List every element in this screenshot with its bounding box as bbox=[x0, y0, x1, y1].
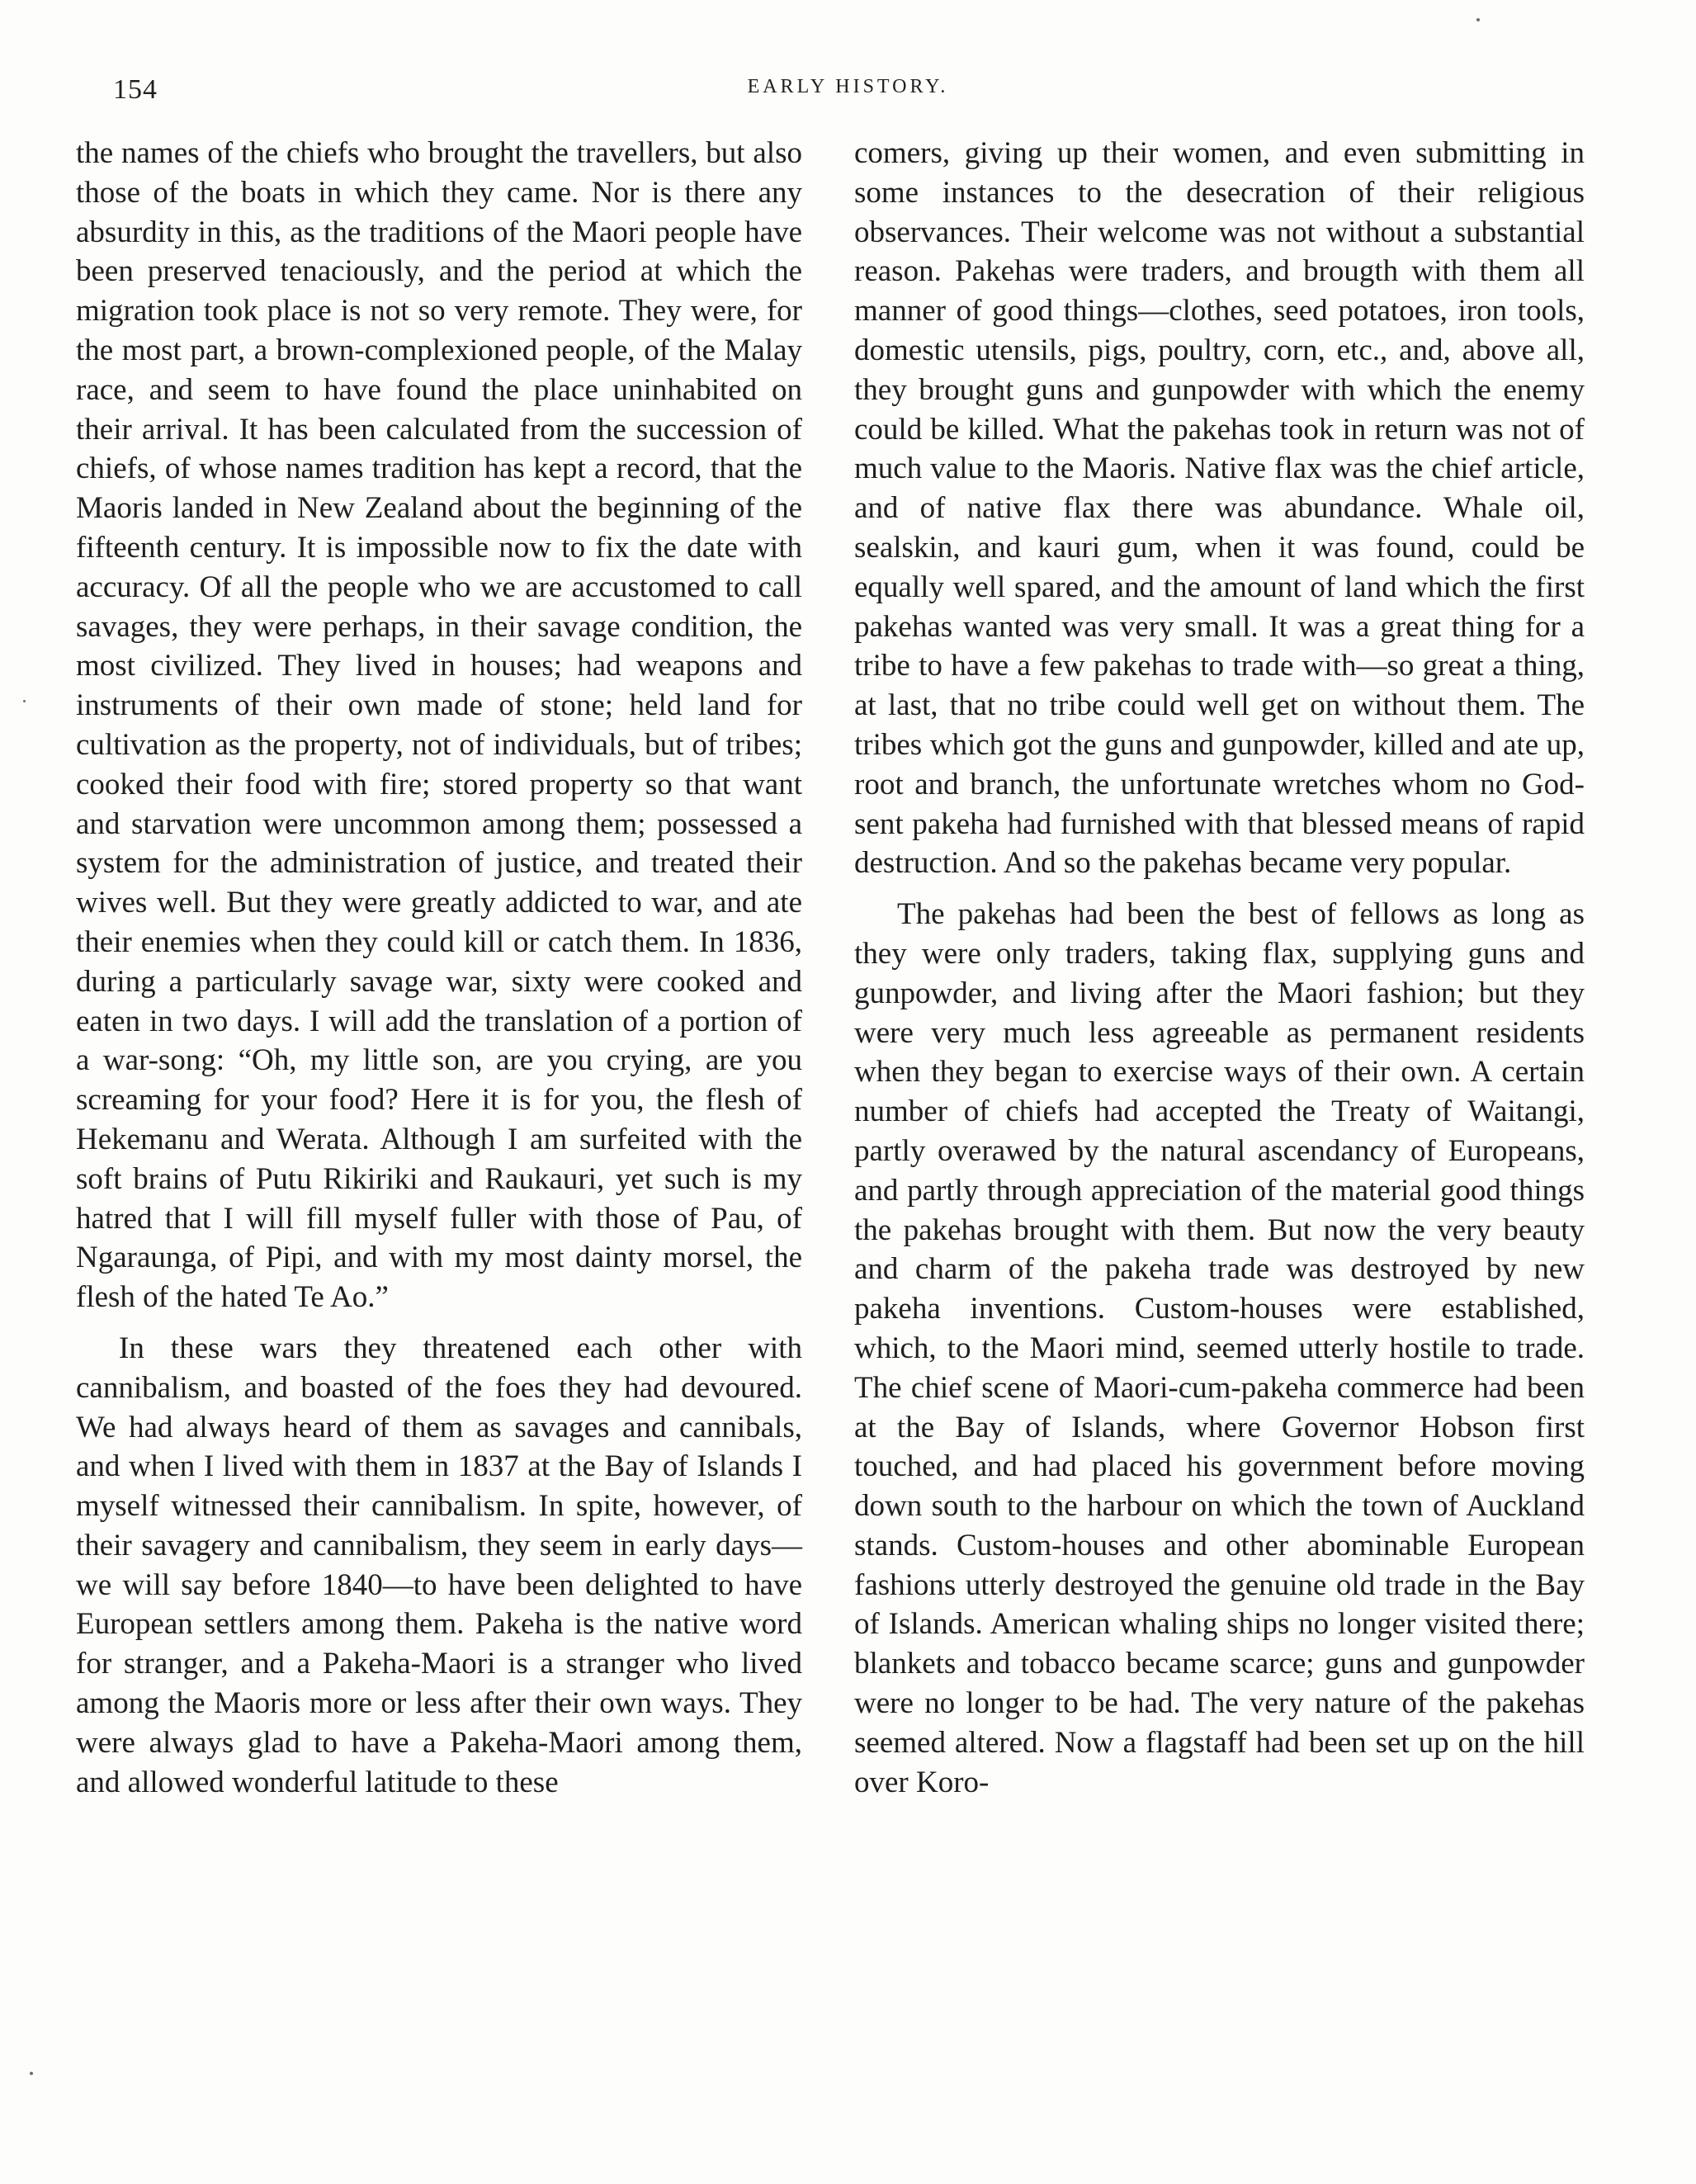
running-title: EARLY HISTORY. bbox=[747, 76, 949, 97]
scan-speck-top bbox=[1476, 18, 1480, 21]
right-paragraph-1: comers, giving up their women, and even submitting in some instances to the desecration of their religious observances. Their welcome was not without a substantial reason. Pakehas were traders, and brougth with them all manner of good things—clothes, seed potatoes, iron tools, domestic utensils, pigs, poultry, corn, etc., and, above all, they brought guns and gunpowder with which the enemy could be killed. What the pakehas took in return was not of much value to the Maoris. Native flax was the chief article, and of native flax there was abundance. Whale oil, sealskin, and kauri gum, when it was found, could be equally well spared, and the amount of land which the first pakehas wanted was very small. It was a great thing for a tribe to have a few pakehas to trade with—so great a thing, at last, that no tribe could well get on without them. The tribes which got the guns and gunpowder, killed and ate up, root and branch, the unfortunate wretches whom no God-sent pakeha had furnished with that blessed means of rapid destruction. And so the pakehas became very popular. bbox=[854, 136, 1585, 881]
right-paragraph-2: The pakehas had been the best of fellows as long as they were only traders, taking flax, supplying guns and gunpowder, and living after the Maori fashion; but they were very much less agreeable as permanent residents when they began to exercise ways of their own. A certain number of chiefs had accepted the Treaty of Waitangi, partly overawed by the natural ascendancy of Europeans, and partly through appreciation of the material good things the pakehas brought with them. But now the very beauty and charm of the pakeha trade was destroyed by new pakeha inventions. Custom-houses were established, which, to the Maori mind, seemed utterly hostile to trade. The chief scene of Maori-cum-pakeha commerce had been at the Bay of Islands, where Governor Hobson first touched, and had placed his government before moving down south to the harbour on which the town of Auckland stands. Custom-houses and other abominable European fashions utterly destroyed the genuine old trade in the Bay of Islands. American whaling ships no longer visited there; blankets and tobacco became scarce; guns and gunpowder were no longer to be had. The very nature of the pakehas seemed altered. Now a flagstaff had been set up on the hill over Koro- bbox=[854, 897, 1585, 1799]
right-column bbox=[854, 134, 1585, 1802]
left-paragraph-2: In these wars they threatened each other with cannibalism, and boasted of the foes they had devoured. We had always heard of them as savages and cannibals, and when I lived with them in 1837 at the Bay of Islands I myself witnessed their cannibalism. In spite, however, of their savagery and cannibalism, they seem in early days—we will say before 1840—to have been delighted to have European settlers among them. Pakeha is the native word for stranger, and a Pakeha-Maori is a stranger who lived among the Maoris more or less after their own ways. They were always glad to have a Pakeha-Maori among them, and allowed wonderful latitude to these bbox=[76, 1331, 802, 1799]
page-number: 154 bbox=[113, 74, 158, 105]
scan-speck-bottom bbox=[30, 2072, 33, 2075]
left-column bbox=[76, 134, 802, 1802]
left-paragraph-1: the names of the chiefs who brought the travellers, but also those of the boats in which they came. Nor is there any absurdity in this, as the traditions of the Maori people have been preserved tenaciously, and the period at which the migration took place is not so very remote. They were, for the most part, a brown-complexioned people, of the Malay race, and seem to have found the place uninhabited on their arrival. It has been calculated from the succession of chiefs, of whose names tradition has kept a record, that the Maoris landed in New Zealand about the beginning of the fifteenth century. It is impossible now to fix the date with accuracy. Of all the people who we are accustomed to call savages, they were perhaps, in their savage condition, the most civilized. They lived in houses; had weapons and instruments of their own made of stone; held land for cultivation as the property, not of individuals, but of tribes; cooked their food with fire; stored property so that want and starvation were uncommon among them; possessed a system for the administration of justice, and treated their wives well. But they were greatly addicted to war, and ate their enemies when they could kill or catch them. In 1836, during a particularly savage war, sixty were cooked and eaten in two days. I will add the translation of a portion of a war-song: “Oh, my little son, are you crying, are you screaming for your food? Here it is for you, the flesh of Hekemanu and Werata. Although I am surfeited with the soft brains of Putu Rikiriki and Raukauri, yet such is my hatred that I will fill myself fuller with those of Pau, of Ngaraunga, of Pipi, and with my most dainty morsel, the flesh of the hated Te Ao.” bbox=[76, 136, 802, 1315]
scan-speck-left bbox=[23, 700, 26, 702]
